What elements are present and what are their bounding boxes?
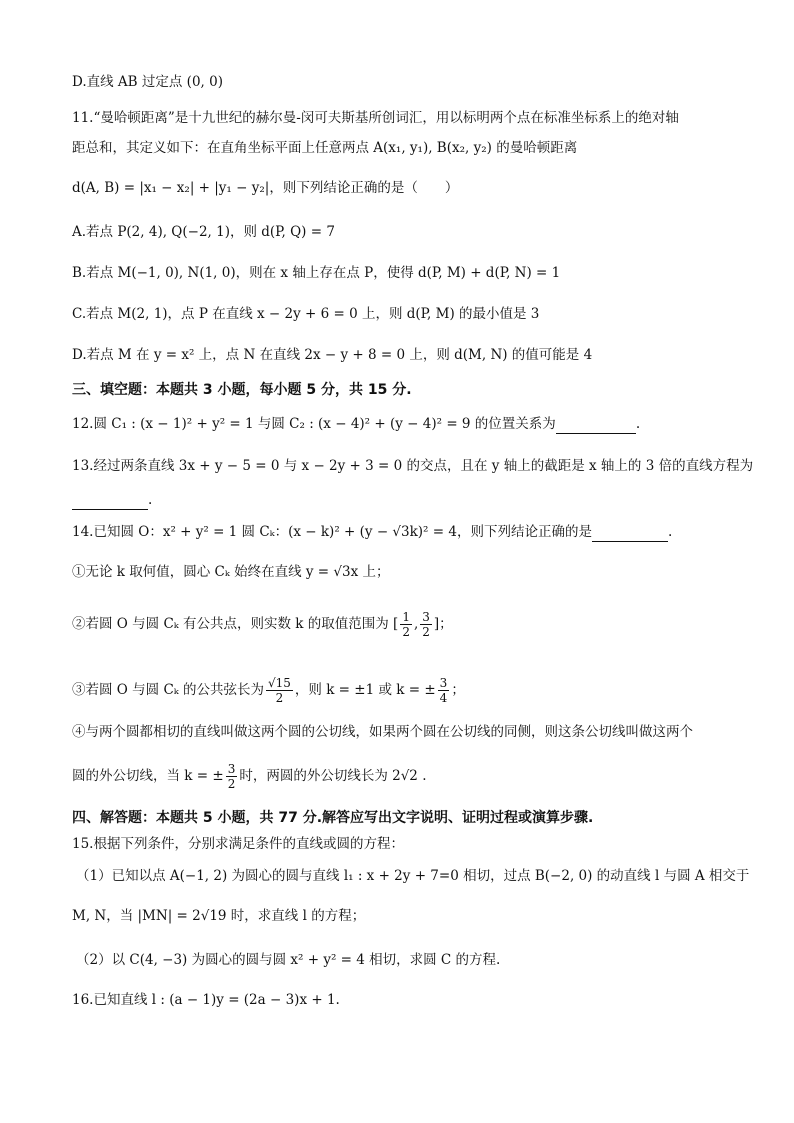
question-14-statement-1: ①无论 k 取何值，圆心 Cₖ 始终在直线 y = √3x 上； [72, 564, 390, 580]
answer-blank-12 [556, 433, 636, 434]
question-15-part-2: （2）以 C(4, −3) 为圆心的圆与圆 x² + y² = 4 相切，求圆 C 的方程. [76, 952, 501, 968]
fraction-half: $\frac{1}{2}$ [402, 610, 410, 639]
question-14-statement-2: ②若圆 O 与圆 Cₖ 有公共点，则实数 k 的取值范围为 [ $\frac{1}{2}$ , $\frac{3}{2}$ ]； [72, 610, 453, 639]
option-d-line-ab: D.直线 AB 过定点 (0, 0) [72, 74, 223, 90]
question-14-statement-3: ③若圆 O 与圆 Cₖ 的公共弦长为 $\frac{√15}{2}$ ，则 k = ±1 或 k = ± $\frac{3}{4}$ ； [72, 676, 465, 705]
section-4-heading: 四、解答题：本题共 5 小题，共 77 分.解答应写出文字说明、证明过程或演算步骤. [72, 810, 594, 826]
question-15-part-1-cont: M, N，当 |MN| = 2√19 时，求直线 l 的方程； [72, 908, 366, 924]
question-15-part-1: （1）已知以点 A(−1, 2) 为圆心的圆与直线 l₁ : x + 2y + 7=0 相切，过点 B(−2, 0) 的动直线 l 与圆 A 相交于 [76, 868, 750, 884]
question-11-option-d: D.若点 M 在 y = x² 上，点 N 在直线 2x − y + 8 = 0 上，则 d(M, N) 的值可能是 4 [72, 347, 593, 363]
question-11-intro: 11.“曼哈顿距离”是十九世纪的赫尔曼-闵可夫斯基所创词汇，用以标明两个点在标准坐标系上的绝对轴 [72, 110, 679, 126]
answer-blank-14 [592, 541, 668, 542]
fraction-three-halves-k: $\frac{3}{2}$ [227, 762, 236, 791]
question-15: 15.根据下列条件，分别求满足条件的直线或圆的方程： [72, 836, 404, 852]
question-11-formula: d(A, B) = |x₁ − x₂| + |y₁ − y₂|，则下列结论正确的是（ ） [72, 180, 459, 196]
question-14-statement-4: ④与两个圆都相切的直线叫做这两个圆的公切线，如果两个圆在公切线的同侧，则这条公切线叫做这两个 [72, 724, 693, 740]
question-14-statement-4-cont: 圆的外公切线，当 k = ± $\frac{3}{2}$ 时，两圆的外公切线长为 2√2 . [72, 762, 427, 791]
question-11-option-c: C.若点 M(2, 1)，点 P 在直线 x − 2y + 6 = 0 上，则 d(P, M) 的最小值是 3 [72, 306, 540, 322]
fraction-sqrt15-over-2: $\frac{√15}{2}$ [268, 676, 291, 705]
question-13-blank-line: . [72, 490, 152, 510]
question-11-option-a: A.若点 P(2, 4), Q(−2, 1)，则 d(P, Q) = 7 [72, 224, 335, 240]
answer-blank-13 [72, 509, 148, 510]
question-14: 14.已知圆 O：x² + y² = 1 圆 Cₖ：(x − k)² + (y − √3k)² = 4，则下列结论正确的是 . [72, 524, 673, 540]
question-11-definition: 距总和，其定义如下：在直角坐标平面上任意两点 A(x₁, y₁), B(x₂, y₂) 的曼哈顿距离 [72, 140, 578, 156]
question-11-option-b: B.若点 M(−1, 0), N(1, 0)，则在 x 轴上存在点 P，使得 d(P, M) + d(P, N) = 1 [72, 265, 561, 281]
question-16: 16.已知直线 l : (a − 1)y = (2a − 3)x + 1. [72, 992, 340, 1008]
fraction-three-halves: $\frac{3}{2}$ [422, 610, 430, 639]
question-13: 13.经过两条直线 3x + y − 5 = 0 与 x − 2y + 3 = 0 的交点，且在 y 轴上的截距是 x 轴上的 3 倍的直线方程为 [72, 458, 754, 474]
fraction-three-quarters: $\frac{3}{4}$ [439, 676, 448, 705]
question-12: 12.圆 C₁ : (x − 1)² + y² = 1 与圆 C₂ : (x − 4)² + (y − 4)² = 9 的位置关系为 . [72, 416, 641, 432]
section-3-heading: 三、填空题：本题共 3 小题，每小题 5 分，共 15 分. [72, 382, 412, 398]
